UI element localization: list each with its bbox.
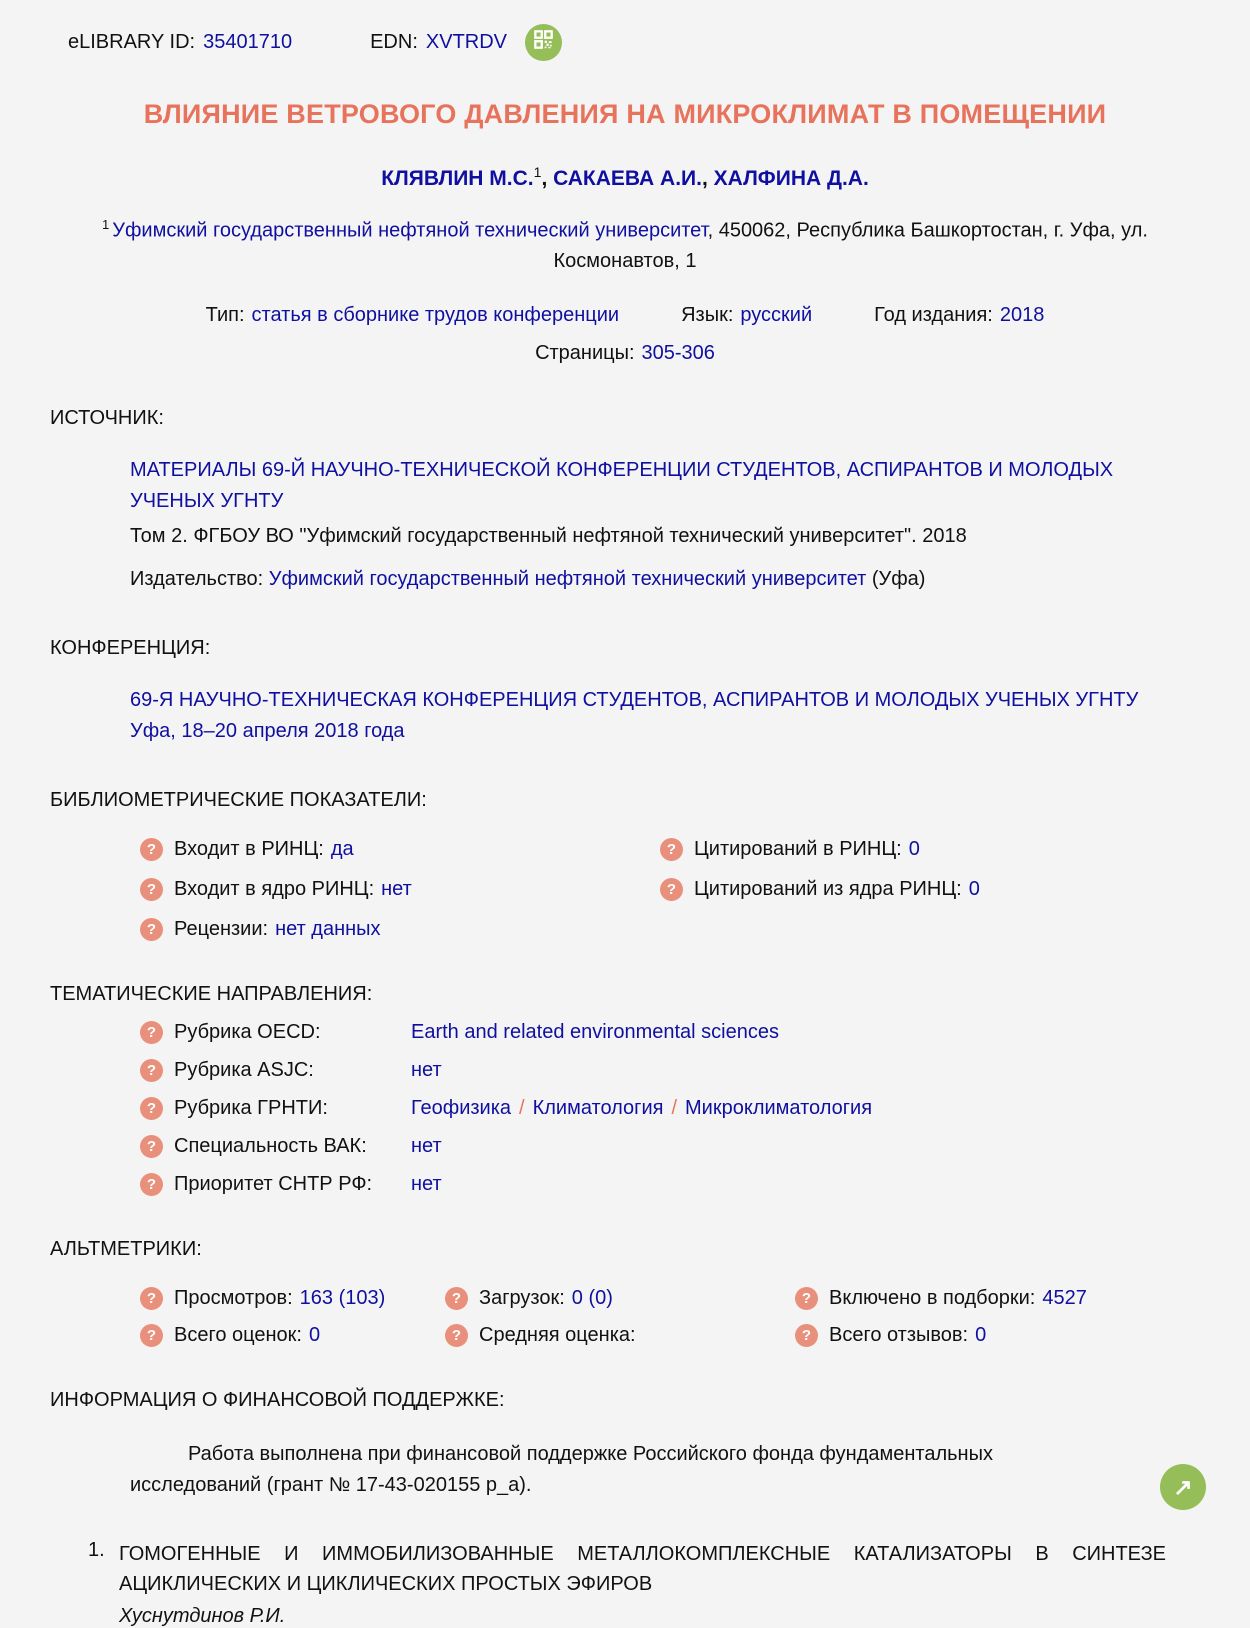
qr-code-button[interactable] bbox=[525, 24, 562, 61]
conference-section-body bbox=[130, 685, 1250, 747]
rubric-asjc-value: нет bbox=[411, 1058, 442, 1081]
metric-rsci-core-included: ? Входит в ядро РИНЦ: нет bbox=[140, 878, 660, 901]
affiliation-sup: 1 bbox=[102, 217, 110, 232]
year-value-link[interactable]: 2018 bbox=[999, 303, 1045, 326]
rubric-grnti-row: ? Рубрика ГРНТИ: Геофизика / Климатология / Микроклиматология bbox=[140, 1097, 1250, 1120]
year-label: Год издания: bbox=[874, 303, 993, 326]
language-value-link[interactable]: русский bbox=[740, 303, 813, 326]
publisher-label: Издательство: bbox=[130, 567, 264, 590]
type-value-link[interactable]: статья в сборнике трудов конференции bbox=[251, 303, 620, 326]
average-rating-metric: ? Средняя оценка: bbox=[445, 1324, 795, 1347]
author-link-1[interactable]: КЛЯВЛИН М.С. bbox=[381, 167, 534, 190]
grnti-link-1[interactable]: Геофизика bbox=[411, 1096, 512, 1119]
metric-value: да bbox=[330, 837, 354, 860]
language-attr bbox=[681, 304, 812, 327]
author-1-affiliation-sup: 1 bbox=[533, 164, 542, 180]
total-ratings-value-link[interactable]: 0 bbox=[308, 1323, 321, 1346]
bibliometrics-section-heading: БИБЛИОМЕТРИЧЕСКИЕ ПОКАЗАТЕЛИ: bbox=[50, 788, 427, 811]
help-icon[interactable]: ? bbox=[140, 1097, 163, 1120]
sntr-priority-row: ? Приоритет СНТР РФ: нет bbox=[140, 1173, 1250, 1196]
vak-specialty-row: ? Специальность ВАК: нет bbox=[140, 1135, 1250, 1158]
conference-title-link[interactable]: 69-Я НАУЧНО-ТЕХНИЧЕСКАЯ КОНФЕРЕНЦИЯ СТУДЕНТОВ, АСПИРАНТОВ И МОЛОДЫХ УЧЕНЫХ УГНТУ bbox=[130, 688, 1139, 711]
bibliometrics-grid bbox=[140, 838, 1250, 941]
publisher-line bbox=[130, 564, 1250, 595]
altmetrics-section-heading: АЛЬТМЕТРИКИ: bbox=[50, 1237, 202, 1260]
thematic-rows bbox=[0, 1021, 1250, 1196]
related-article-item bbox=[88, 1539, 1250, 1628]
vak-specialty-value: нет bbox=[411, 1134, 442, 1157]
qr-code-icon bbox=[533, 29, 554, 56]
article-attributes-row bbox=[0, 304, 1250, 327]
language-label: Язык: bbox=[681, 303, 734, 326]
collections-value-link[interactable]: 4527 bbox=[1042, 1286, 1087, 1309]
views-value-link[interactable]: 163 (103) bbox=[299, 1286, 386, 1309]
rubric-asjc-row: ? Рубрика ASJC: нет bbox=[140, 1059, 1250, 1082]
help-icon[interactable]: ? bbox=[140, 838, 163, 861]
help-icon[interactable]: ? bbox=[445, 1324, 468, 1347]
elibrary-id-label: eLIBRARY ID: bbox=[68, 31, 196, 53]
external-arrow-icon: ↗ bbox=[1173, 1473, 1193, 1500]
help-icon[interactable]: ? bbox=[660, 838, 683, 861]
thematic-section-heading: ТЕМАТИЧЕСКИЕ НАПРАВЛЕНИЯ: bbox=[50, 982, 373, 1005]
publisher-city: (Уфа) bbox=[866, 567, 926, 590]
type-label: Тип: bbox=[205, 303, 245, 326]
help-icon[interactable]: ? bbox=[140, 1059, 163, 1082]
sntr-priority-value: нет bbox=[411, 1172, 442, 1195]
source-section-heading: ИСТОЧНИК: bbox=[50, 406, 164, 429]
downloads-metric: ? Загрузок: 0 (0) bbox=[445, 1287, 795, 1310]
total-ratings-metric: ? Всего оценок: 0 bbox=[140, 1324, 445, 1347]
rubric-oecd-value-link[interactable]: Earth and related environmental sciences bbox=[411, 1020, 779, 1043]
source-section-body bbox=[130, 455, 1250, 595]
grnti-link-2[interactable]: Климатология bbox=[532, 1096, 664, 1119]
total-reviews-metric: ? Всего отзывов: 0 bbox=[795, 1324, 1087, 1347]
collections-metric: ? Включено в подборки: 4527 bbox=[795, 1287, 1087, 1310]
metric-value-link[interactable]: 0 bbox=[968, 877, 980, 900]
author-link-2[interactable]: САКАЕВА А.И. bbox=[553, 167, 702, 190]
metric-value: нет данных bbox=[275, 917, 381, 940]
pages-attr bbox=[0, 342, 1250, 365]
help-icon[interactable]: ? bbox=[140, 878, 163, 901]
downloads-value-link[interactable]: 0 (0) bbox=[571, 1286, 613, 1309]
pages-label: Страницы: bbox=[535, 341, 635, 364]
list-item-number: 1. bbox=[88, 1538, 105, 1561]
year-attr bbox=[874, 304, 1044, 327]
page-id-bar bbox=[0, 0, 1250, 61]
metric-reviews: ? Рецензии: нет данных bbox=[140, 918, 660, 941]
related-article-title: ГОМОГЕННЫЕ И ИММОБИЛИЗОВАННЫЕ МЕТАЛЛОКОМПЛЕКСНЫЕ КАТАЛИЗАТОРЫ В СИНТЕЗЕ АЦИКЛИЧЕСКИХ И ЦИКЛИЧЕСКИХ ПРОСТЫХ ЭФИРОВ bbox=[119, 1542, 1166, 1595]
metric-rsci-included: ? Входит в РИНЦ: да bbox=[140, 838, 660, 861]
help-icon[interactable]: ? bbox=[140, 1287, 163, 1310]
source-title-link[interactable]: МАТЕРИАЛЫ 69-Й НАУЧНО-ТЕХНИЧЕСКОЙ КОНФЕРЕНЦИИ СТУДЕНТОВ, АСПИРАНТОВ И МОЛОДЫХ УЧЕНЫХ УГНТУ bbox=[130, 458, 1114, 512]
conference-section-heading: КОНФЕРЕНЦИЯ: bbox=[50, 636, 211, 659]
source-details: Том 2. ФГБОУ ВО "Уфимский государственный нефтяной технический университет". 2018 bbox=[130, 524, 967, 547]
help-icon[interactable]: ? bbox=[795, 1324, 818, 1347]
edn-value-link[interactable]: XVTRDV bbox=[425, 31, 508, 53]
metric-rsci-core-citations: ? Цитирований из ядра РИНЦ: 0 bbox=[660, 878, 980, 901]
funding-text: Работа выполнена при финансовой поддержке Российского фонда фундаментальных исследований (грант № 17-43-020155 р_а). bbox=[130, 1442, 993, 1496]
authors-line: КЛЯВЛИН М.С.$^1$, САКАЕВА А.И., ХАЛФИНА Д.А. bbox=[381, 164, 869, 190]
altmetrics-grid bbox=[140, 1287, 1250, 1347]
help-icon[interactable]: ? bbox=[445, 1287, 468, 1310]
elibrary-id-value: 35401710 bbox=[203, 31, 293, 53]
pages-value-link[interactable]: 305-306 bbox=[641, 341, 715, 364]
metric-rsci-citations: ? Цитирований в РИНЦ: 0 bbox=[660, 838, 980, 861]
funding-section-heading: ИНФОРМАЦИЯ О ФИНАНСОВОЙ ПОДДЕРЖКЕ: bbox=[50, 1388, 505, 1411]
edn-label: EDN: bbox=[370, 31, 418, 53]
views-metric: ? Просмотров: 163 (103) bbox=[140, 1287, 445, 1310]
affiliation-line bbox=[90, 215, 1160, 276]
help-icon[interactable]: ? bbox=[140, 1173, 163, 1196]
metric-value: нет bbox=[381, 877, 412, 900]
help-icon[interactable]: ? bbox=[140, 1021, 163, 1044]
help-icon[interactable]: ? bbox=[140, 1135, 163, 1158]
help-icon[interactable]: ? bbox=[140, 1324, 163, 1347]
related-article-author: Хуснутдинов Р.И. bbox=[119, 1604, 286, 1627]
help-icon[interactable]: ? bbox=[660, 878, 683, 901]
open-article-button[interactable] bbox=[1160, 1464, 1206, 1510]
help-icon[interactable]: ? bbox=[795, 1287, 818, 1310]
help-icon[interactable]: ? bbox=[140, 918, 163, 941]
rubric-oecd-row: ? Рубрика OECD: Earth and related environmental sciences bbox=[140, 1021, 1250, 1044]
conference-place-dates-link[interactable]: Уфа, 18–20 апреля 2018 года bbox=[130, 719, 405, 742]
author-link-3[interactable]: ХАЛФИНА Д.А. bbox=[713, 167, 869, 190]
grnti-link-3[interactable]: Микроклиматология bbox=[685, 1096, 873, 1119]
type-attr bbox=[206, 304, 619, 327]
total-reviews-value-link[interactable]: 0 bbox=[975, 1323, 987, 1346]
article-title: ВЛИЯНИЕ ВЕТРОВОГО ДАВЛЕНИЯ НА МИКРОКЛИМАТ В ПОМЕЩЕНИИ bbox=[143, 99, 1107, 129]
metric-value-link[interactable]: 0 bbox=[908, 837, 920, 860]
affiliation-org-link[interactable]: Уфимский государственный нефтяной технический университет bbox=[112, 219, 708, 242]
affiliation-address: , 450062, Республика Башкортостан, г. Уфа, ул. Космонавтов, 1 bbox=[553, 219, 1148, 272]
publisher-link[interactable]: Уфимский государственный нефтяной технический университет bbox=[268, 567, 867, 590]
